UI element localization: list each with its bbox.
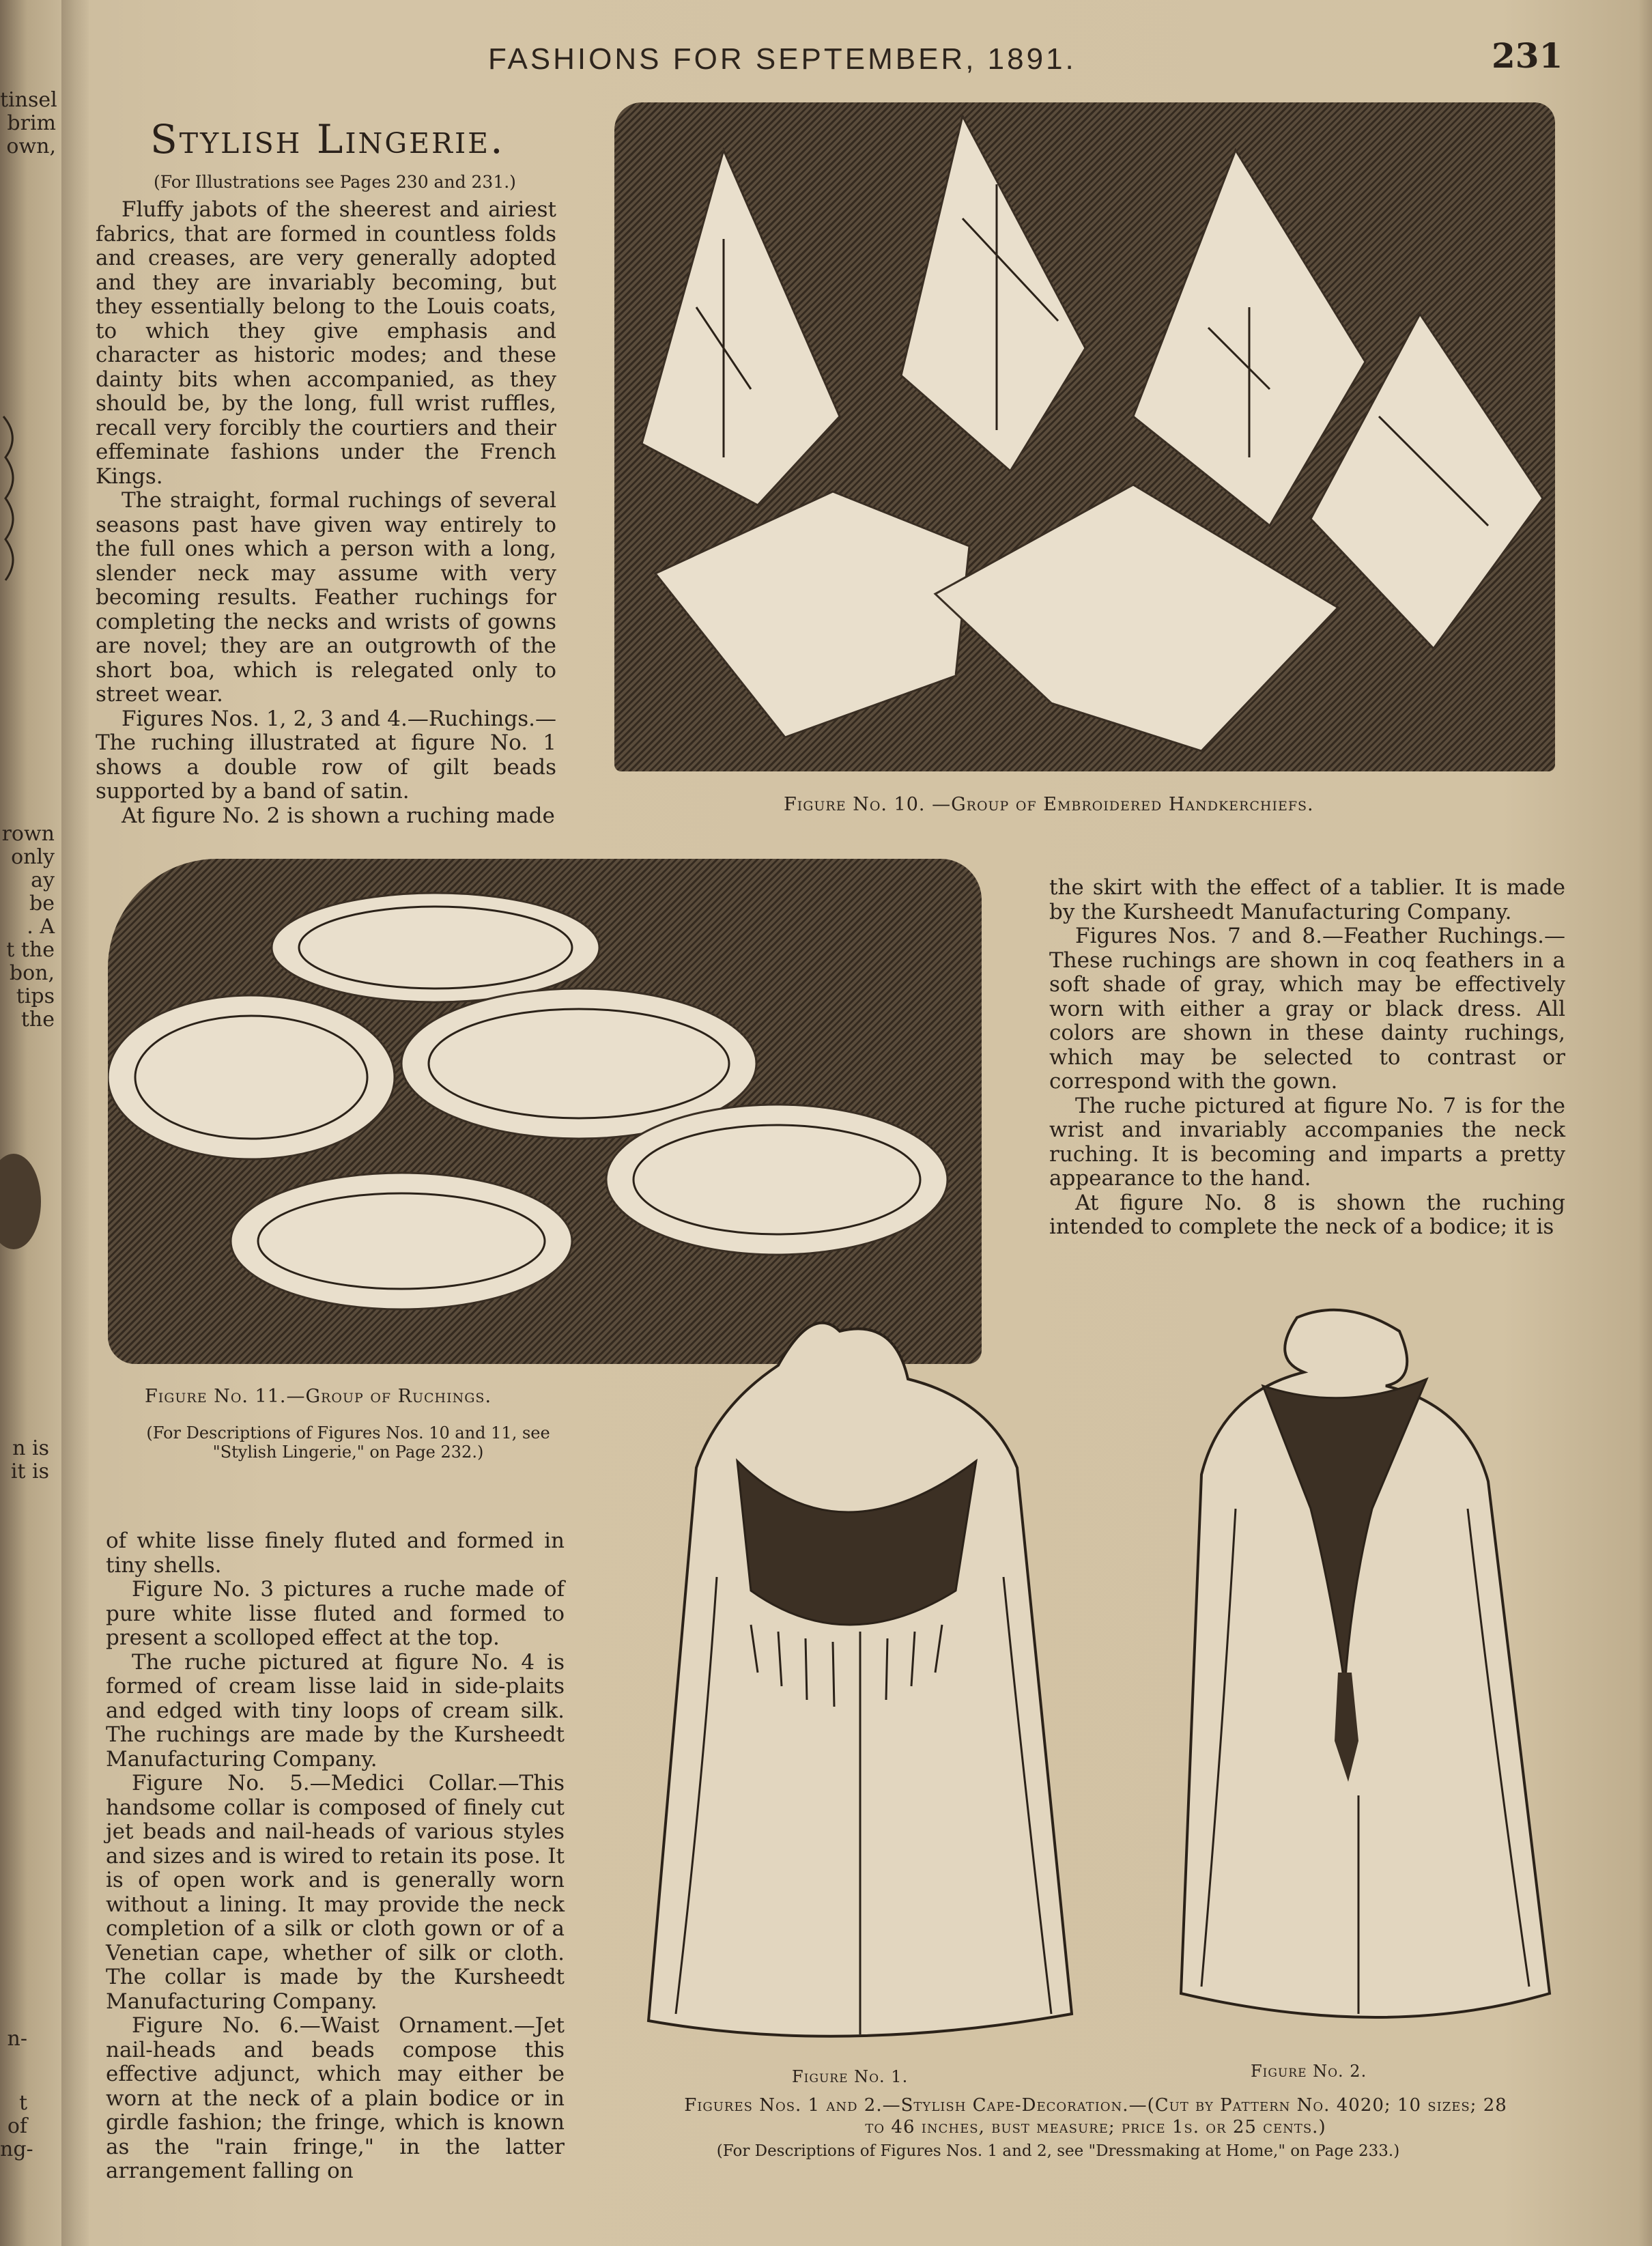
capes-note: (For Descriptions of Figures Nos. 1 and 2, see "Dressmaking at Home," on Page 233.)	[716, 2142, 1400, 2160]
facing-page-fragment-low	[0, 1437, 49, 1483]
handkerchief-1	[642, 150, 840, 505]
article-column-2	[1049, 876, 1565, 1240]
figure-2-label: Figure No. 2.	[1251, 2062, 1367, 2081]
facing-page-fragment-mid	[0, 823, 55, 1032]
figure-11-note: (For Descriptions of Figures Nos. 10 and 11, see "Stylish Lingerie," on Page 232.)	[146, 1423, 550, 1462]
page-number: 231	[1492, 35, 1563, 76]
edge-word: n-	[7, 2027, 27, 2051]
ruchings-engraving	[108, 859, 982, 1364]
paragraph: the skirt with the effect of a tablier. It is made by the Kursheedt Manufacturing Company.	[1049, 875, 1565, 924]
edge-word: brim	[7, 111, 56, 135]
edge-word: . A	[27, 915, 55, 939]
edge-word: the	[20, 1008, 55, 1032]
edge-word: n is	[12, 1436, 49, 1460]
handkerchiefs-engraving	[614, 102, 1555, 771]
running-head: FASHIONS FOR SEPTEMBER, 1891.	[488, 42, 1077, 76]
paragraph: Figure No. 3 pictures a ruche made of pure white lisse fluted and formed to present a scolloped effect at the top.	[106, 1577, 565, 1650]
handkerchief-6	[935, 485, 1338, 751]
figure-11-caption: Figure No. 11.—Group of Ruchings.	[145, 1386, 492, 1407]
paragraph: Figure No. 6.—Waist Ornament.—Jet nail-heads and beads compose this effective adjunct, which may either be worn at the neck of a plain bodice or in girdle fashion; the fringe, which is known as the "rain fringe," in the latter arrangement falling on	[106, 2013, 565, 2183]
cape-figure-2	[1181, 1310, 1550, 2017]
cape-figure-1	[649, 1323, 1072, 2036]
paragraph: At figure No. 2 is shown a ruching made	[122, 803, 555, 828]
capes-illustration	[635, 1304, 1591, 2062]
facing-page-fragment-top	[0, 89, 56, 158]
ruchings-illustration	[108, 859, 982, 1364]
handkerchief-5	[655, 492, 969, 737]
paragraph: Figures Nos. 7 and 8.—Feather Ruchings.—These ruchings are shown in coq feathers in a soft shade of gray, which may be effectively worn with either a gray or black dress. All colors are shown in these dainty ruchings, which may be selected to contrast or correspond with the gown.	[1049, 924, 1565, 1094]
paragraph: At figure No. 8 is shown the ruching intended to complete the neck of a bodice; it is	[1049, 1190, 1565, 1239]
article-title: Stylish Lingerie.	[150, 116, 505, 162]
paragraph: The ruche pictured at figure No. 4 is formed of cream lisse laid in side-plaits and edged with tiny loops of cream silk. The ruchings are made by the Kursheedt Manufacturing Company.	[106, 1649, 565, 1772]
edge-word: it is	[10, 1460, 49, 1483]
edge-word: bon,	[9, 961, 55, 985]
edge-word: t the	[6, 938, 55, 962]
ruching-ring	[108, 995, 395, 1159]
paragraph: The straight, formal ruchings of several seasons past have given way entirely to the full ones which a person with a long, slender neck may assume with very becoming results. Feather ruchings for completing the necks and wrists of gowns are novel; they are an outgrowth of the short boa, which is relegated only to street wear.	[96, 488, 556, 707]
edge-word: tips	[16, 984, 55, 1008]
figure-1-label: Figure No. 1.	[792, 2067, 909, 2086]
handkerchiefs-illustration	[614, 102, 1555, 771]
paragraph: The ruche pictured at figure No. 7 is for the wrist and invariably accompanies the neck ruching. It is becoming and imparts a pretty appearance to the hand.	[1049, 1093, 1565, 1191]
edge-word: ay be	[29, 868, 55, 915]
facing-page-ornament	[0, 410, 27, 587]
edge-word: t of	[7, 2091, 27, 2138]
article-column-1-top	[96, 198, 556, 828]
capes-caption: Figures Nos. 1 and 2.—Stylish Cape-Decoration.—(Cut by Pattern No. 4020; 10 sizes; 28 to 46 inches, bust measure; price 1s. or 25 cents.)	[684, 2095, 1507, 2137]
edge-word: ng-	[0, 2137, 33, 2161]
edge-word: tinsel	[0, 88, 57, 112]
facing-page-collar-fragment	[0, 1147, 48, 1263]
edge-word: only	[11, 845, 55, 869]
article-subtitle: (For Illustrations see Pages 230 and 231.)	[154, 172, 516, 192]
article-column-1-bottom	[106, 1529, 565, 2184]
facing-page-fragment-bottom	[0, 2027, 33, 2161]
binding-gutter	[61, 0, 89, 2246]
edge-word: rown	[1, 822, 55, 846]
ruching-ring	[272, 893, 599, 1002]
paragraph: of white lisse finely fluted and formed in tiny shells.	[106, 1529, 565, 1578]
handkerchief-2	[901, 116, 1085, 471]
paragraph: Fluffy jabots of the sheerest and airiest fabrics, that are formed in countless folds and creases, are very generally adopted and they are invariably becoming, but they essentially belong to the Louis coats, to which they give emphasis and character as historic modes; and these dainty bits when accompanied, as they should be, by the long, full wrist ruffles, recall very forcibly the courtiers and their effeminate fashions under the French Kings.	[96, 197, 556, 489]
ruching-ring	[606, 1105, 948, 1255]
edge-word: own,	[6, 134, 56, 158]
paragraph: Figures Nos. 1, 2, 3 and 4.—Ruchings.—The ruching illustrated at figure No. 1 shows a double row of gilt beads supported by a band of satin.	[96, 706, 556, 804]
paragraph: Figure No. 5.—Medici Collar.—This handsome collar is composed of finely cut jet beads and nail-heads of various styles and sizes and is wired to retain its pose. It is of open work and is generally worn without a lining. It may provide the neck completion of a silk or cloth gown or of a Venetian cape, whether of silk or cloth. The collar is made by the Kursheedt Manufacturing Company.	[106, 1771, 565, 2014]
figure-10-caption: Figure No. 10. —Group of Embroidered Handkerchiefs.	[784, 794, 1314, 815]
